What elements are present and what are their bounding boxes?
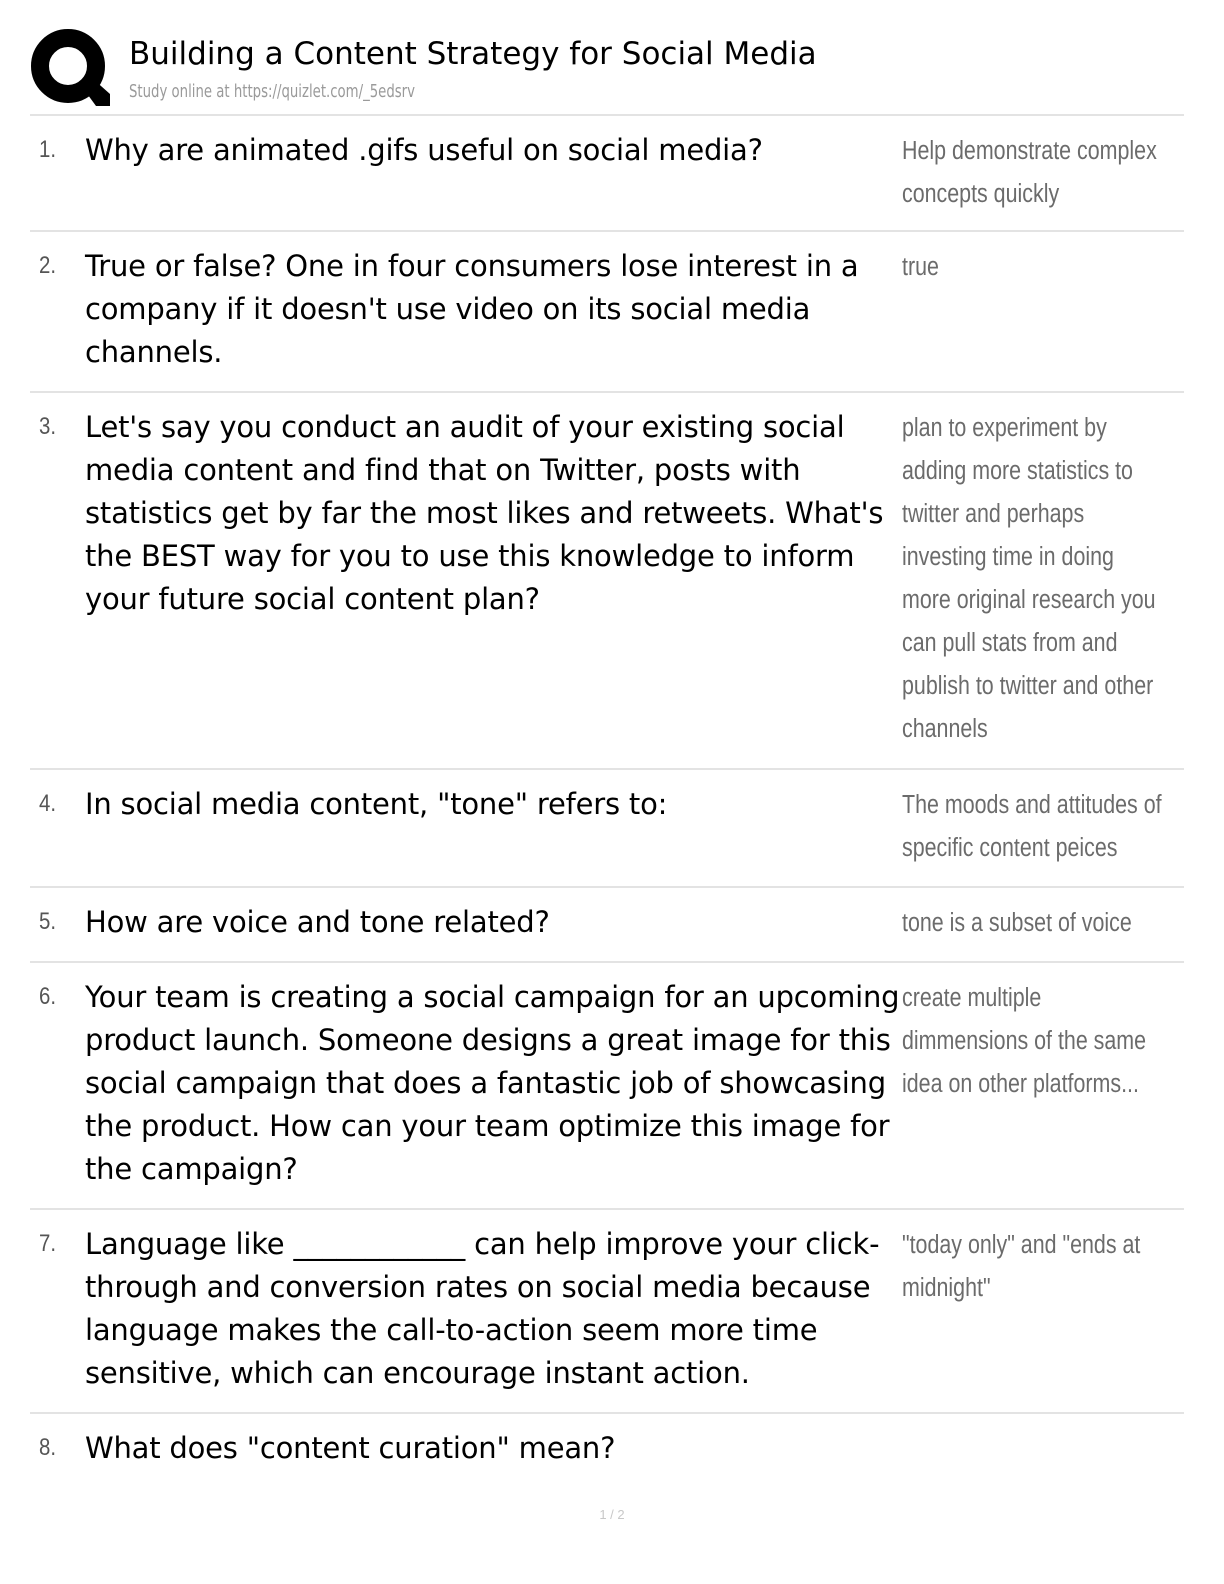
item-number: 5.	[39, 908, 57, 935]
page-title: Building a Content Strategy for Social Media	[129, 36, 817, 72]
item-number: 2.	[39, 252, 57, 279]
list-item	[30, 1414, 1184, 1484]
list-item	[30, 888, 1184, 963]
question-text: In social media content, "tone" refers to:	[85, 787, 668, 821]
answer-text: tone is a subset of voice	[902, 909, 1132, 937]
page-header	[30, 28, 1184, 116]
answer-text: The moods and attitudes of specific content peices	[902, 791, 1162, 862]
answer-text: Help demonstrate complex concepts quickly	[902, 137, 1157, 208]
question-text: Why are animated .gifs useful on social media?	[85, 133, 763, 167]
item-number: 4.	[39, 790, 57, 817]
item-number: 1.	[39, 136, 57, 163]
question-text: What does "content curation" mean?	[85, 1431, 616, 1465]
quizlet-logo-icon	[30, 28, 110, 108]
item-number: 7.	[39, 1230, 57, 1257]
list-item	[30, 232, 1184, 393]
question-text: Let's say you conduct an audit of your existing social media content and find that on Twitter, posts with statistics get by far the most likes and retweets. What's the BEST way for you to use this knowledge to inform your future social content plan?	[85, 410, 884, 616]
question-text: True or false? One in four consumers lose interest in a company if it doesn't use video on its social media channels.	[85, 249, 859, 369]
page-number: 1 / 2	[599, 1507, 625, 1522]
study-link-text: Study online at https://quizlet.com/_5edsrv	[129, 81, 416, 102]
list-item	[30, 116, 1184, 232]
list-item	[30, 393, 1184, 770]
question-text: Your team is creating a social campaign for an upcoming product launch. Someone designs a great image for this social campaign that does a fantastic job of showcasing the product. How can your team optimize this image for the campaign?	[85, 980, 900, 1186]
question-text: Language like ____________ can help improve your click-through and conversion rates on social media because language makes the call-to-action seem more time sensitive, which can encourage instant action.	[85, 1227, 880, 1390]
list-item	[30, 963, 1184, 1210]
answer-text: create multiple dimmensions of the same idea on other platforms...	[902, 984, 1147, 1098]
item-number: 6.	[39, 983, 57, 1010]
answer-text: plan to experiment by adding more statistics to twitter and perhaps investing time in doing more original research you can pull stats from and publish to twitter and other channels	[902, 414, 1156, 743]
answer-text: true	[902, 253, 939, 281]
list-item	[30, 770, 1184, 888]
item-number: 8.	[39, 1434, 57, 1461]
list-item	[30, 1210, 1184, 1414]
question-text: How are voice and tone related?	[85, 905, 550, 939]
item-number: 3.	[39, 413, 57, 440]
answer-text: "today only" and "ends at midnight"	[902, 1231, 1141, 1302]
